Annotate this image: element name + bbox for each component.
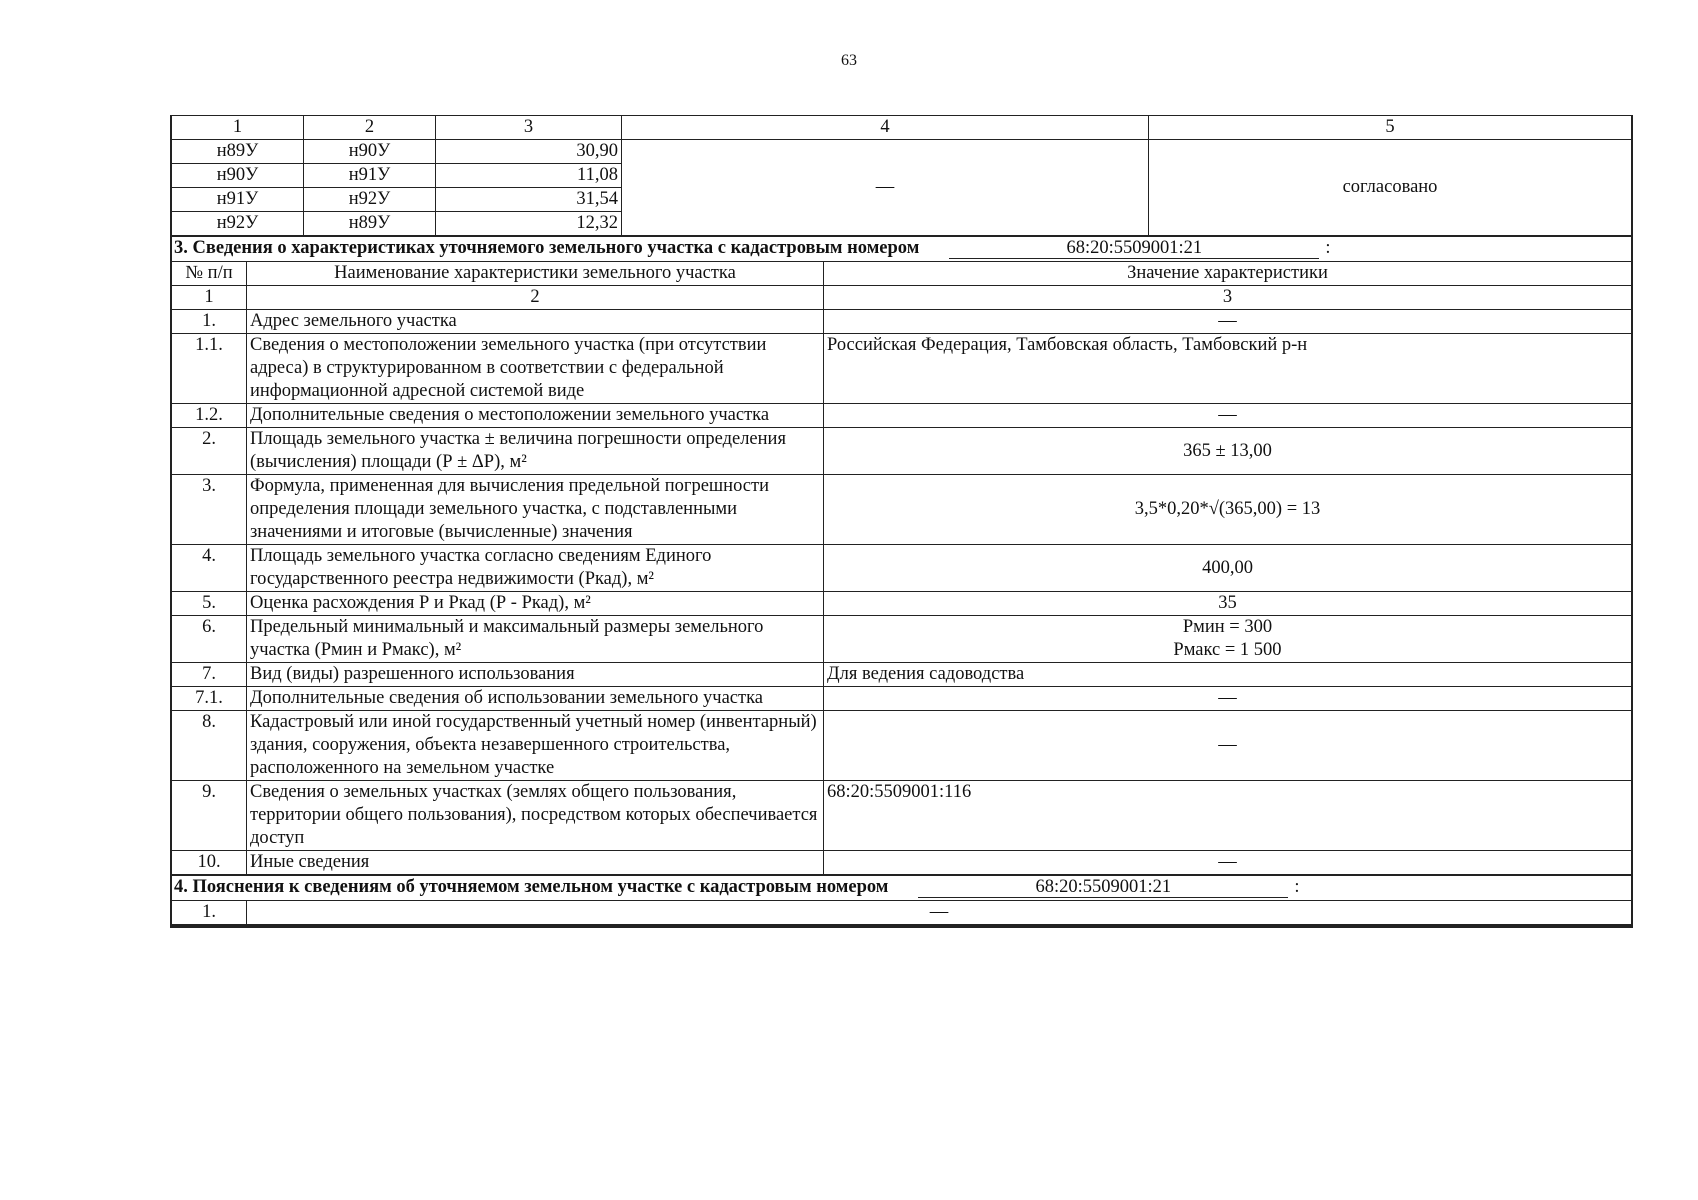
max-area-value: Рмакс = 1 500 xyxy=(1173,640,1282,660)
characteristic-row xyxy=(172,475,1632,545)
segment-length: 31,54 xyxy=(436,188,622,212)
characteristic-value: 365 ± 13,00 xyxy=(824,428,1632,475)
column-number-5: 5 xyxy=(1149,116,1632,140)
characteristic-row xyxy=(172,781,1632,851)
column-number-4: 4 xyxy=(622,116,1149,140)
section3-title: 3. Сведения о характеристиках уточняемого земельного участка с кадастровым номером xyxy=(174,238,920,258)
characteristic-value-cell xyxy=(824,616,1632,663)
section4-colon: : xyxy=(1294,877,1300,897)
characteristic-row xyxy=(172,404,1632,428)
characteristic-name: Кадастровый или иной государственный учетный номер (инвентарный) здания, сооружения, объекта незавершенного строительства, расположенного на земельном участке xyxy=(247,711,824,781)
point-to: н89У xyxy=(304,212,436,236)
point-to: н90У xyxy=(304,140,436,164)
characteristic-name: Оценка расхождения Р и Ркад (Р - Ркад), м² xyxy=(247,592,824,616)
min-area-value: Рмин = 300 xyxy=(1182,617,1273,637)
document-form xyxy=(170,115,1633,928)
characteristic-name: Формула, примененная для вычисления предельной погрешности определения площади земельного участка, с подставленными значениями и итоговые (вычисленные) значения xyxy=(247,475,824,545)
segment-length: 11,08 xyxy=(436,164,622,188)
characteristic-value: — xyxy=(824,851,1632,875)
row-number: 7.1. xyxy=(172,687,247,711)
characteristic-row xyxy=(172,310,1632,334)
section4-table xyxy=(171,875,1632,925)
characteristic-value: 400,00 xyxy=(824,545,1632,592)
section3-heading xyxy=(172,237,1632,262)
section3-colon: : xyxy=(1325,238,1331,258)
characteristic-name: Сведения о местоположении земельного участка (при отсутствии адреса) в структурированном в соответствии с федеральной информационной адресной системой виде xyxy=(247,334,824,404)
characteristic-value: 3,5*0,20*√(365,00) = 13 xyxy=(824,475,1632,545)
characteristic-name: Иные сведения xyxy=(247,851,824,875)
row-number: 10. xyxy=(172,851,247,875)
row-number: 3. xyxy=(172,475,247,545)
column4-value: — xyxy=(622,140,1149,236)
header-characteristic-name: Наименование характеристики земельного участка xyxy=(247,262,824,286)
characteristic-row xyxy=(172,687,1632,711)
point-from: н92У xyxy=(172,212,304,236)
characteristic-value: 68:20:5509001:116 xyxy=(824,781,1632,851)
characteristic-row xyxy=(172,334,1632,404)
row-number: 9. xyxy=(172,781,247,851)
characteristic-value: Российская Федерация, Тамбовская область, Тамбовский р-н xyxy=(824,334,1632,404)
header-row-number: № п/п xyxy=(172,262,247,286)
point-from: н90У xyxy=(172,164,304,188)
characteristic-name: Предельный минимальный и максимальный размеры земельного участка (Рмин и Рмакс), м² xyxy=(247,616,824,663)
column-number-2: 2 xyxy=(304,116,436,140)
point-to: н91У xyxy=(304,164,436,188)
characteristic-value: 35 xyxy=(824,592,1632,616)
characteristic-row xyxy=(172,851,1632,875)
characteristic-name: Площадь земельного участка ± величина погрешности определения (вычисления) площади (Р ± ΔР), м² xyxy=(247,428,824,475)
explanation-value: — xyxy=(247,901,1632,925)
characteristic-name: Дополнительные сведения об использовании земельного участка xyxy=(247,687,824,711)
section3-header-row xyxy=(172,262,1632,286)
characteristic-name: Адрес земельного участка xyxy=(247,310,824,334)
characteristic-value: — xyxy=(824,310,1632,334)
row-number: 1.1. xyxy=(172,334,247,404)
boundary-row xyxy=(172,140,1632,164)
column-number-1: 1 xyxy=(172,286,247,310)
row-number: 8. xyxy=(172,711,247,781)
point-from: н91У xyxy=(172,188,304,212)
characteristic-row xyxy=(172,663,1632,687)
row-number: 7. xyxy=(172,663,247,687)
page-number: 63 xyxy=(841,52,857,69)
approval-status: согласовано xyxy=(1149,140,1632,236)
row-number: 4. xyxy=(172,545,247,592)
column-number-1: 1 xyxy=(172,116,304,140)
boundary-table xyxy=(171,116,1632,236)
row-number: 5. xyxy=(172,592,247,616)
column-number-3: 3 xyxy=(824,286,1632,310)
characteristic-value: — xyxy=(824,711,1632,781)
point-to: н92У xyxy=(304,188,436,212)
characteristic-name: Дополнительные сведения о местоположении земельного участка xyxy=(247,404,824,428)
boundary-table-header xyxy=(172,116,1632,140)
row-number: 6. xyxy=(172,616,247,663)
section3-column-numbers xyxy=(172,286,1632,310)
section4-title: 4. Пояснения к сведениям об уточняемом земельном участке с кадастровым номером xyxy=(174,877,889,897)
section3-table xyxy=(171,236,1632,875)
characteristic-row xyxy=(172,545,1632,592)
column-number-3: 3 xyxy=(436,116,622,140)
characteristic-row xyxy=(172,592,1632,616)
characteristic-row xyxy=(172,616,1632,663)
characteristic-row xyxy=(172,711,1632,781)
characteristic-value: — xyxy=(824,404,1632,428)
characteristic-value: Для ведения садоводства xyxy=(824,663,1632,687)
row-number: 1. xyxy=(172,310,247,334)
section4-heading xyxy=(172,876,1632,901)
row-number: 1.2. xyxy=(172,404,247,428)
point-from: н89У xyxy=(172,140,304,164)
section4-cadastral-number: 68:20:5509001:21 xyxy=(918,877,1288,898)
characteristic-name: Сведения о земельных участках (землях общего пользования, территории общего пользования), посредством которых обеспечивается доступ xyxy=(247,781,824,851)
characteristic-value: — xyxy=(824,687,1632,711)
segment-length: 30,90 xyxy=(436,140,622,164)
section3-cadastral-number: 68:20:5509001:21 xyxy=(949,238,1319,259)
segment-length: 12,32 xyxy=(436,212,622,236)
explanation-row xyxy=(172,901,1632,925)
row-number: 2. xyxy=(172,428,247,475)
characteristic-row xyxy=(172,428,1632,475)
characteristic-name: Вид (виды) разрешенного использования xyxy=(247,663,824,687)
header-characteristic-value: Значение характеристики xyxy=(824,262,1632,286)
characteristic-name: Площадь земельного участка согласно сведениям Единого государственного реестра недвижимости (Ркад), м² xyxy=(247,545,824,592)
row-number: 1. xyxy=(172,901,247,925)
column-number-2: 2 xyxy=(247,286,824,310)
